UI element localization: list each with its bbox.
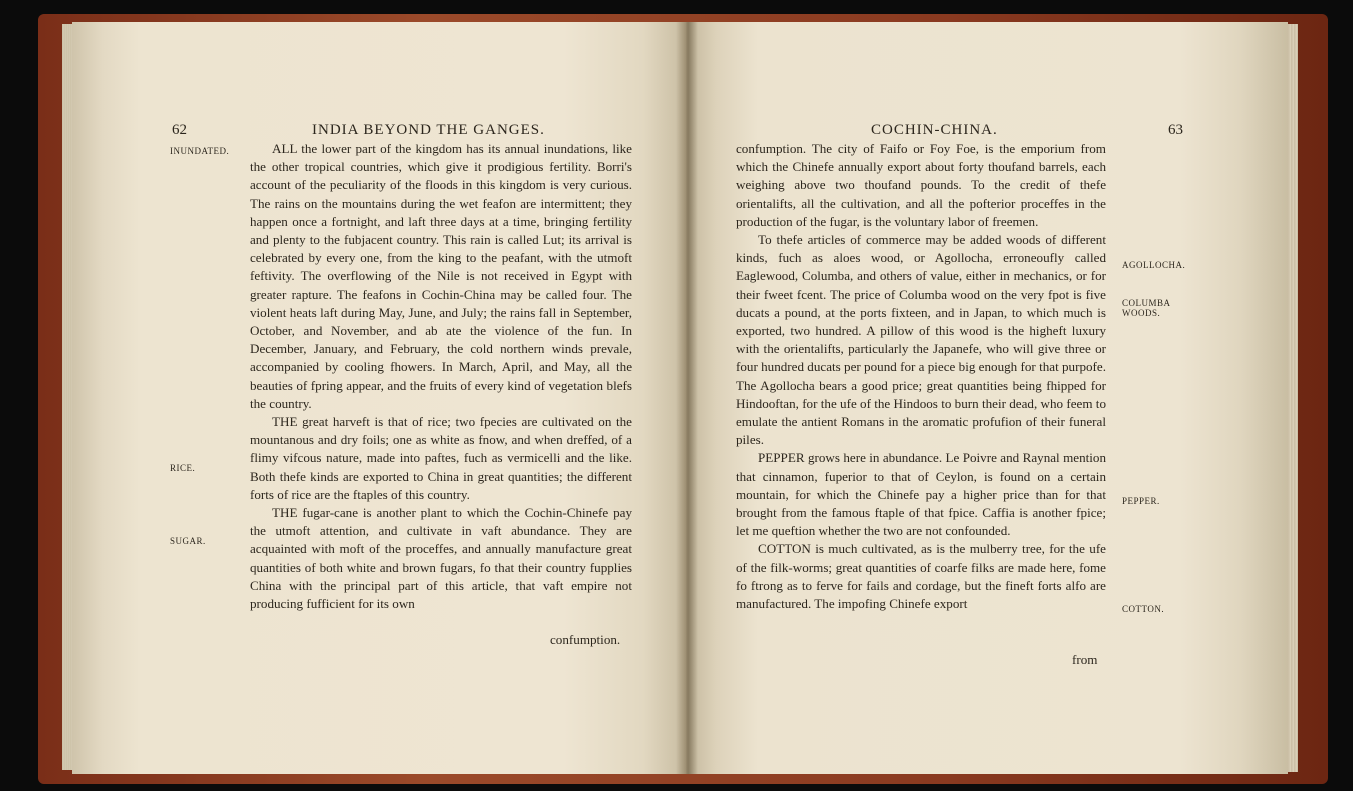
right-page [686,22,1288,774]
paragraph-sugar-continued: confumption. The city of Faifo or Foy Foe, is the emporium from which the Chinefe annually export about forty thoufand barrels, each weighing above two thoufand pounds. To the credit of thefe orientalifts, all the cultivation, and all the pofterior proceffes in the production of the fugar, is the voluntary labor of freemen. [736,141,1106,229]
paragraph-pepper: PEPPER grows here in abundance. Le Poivre and Raynal mention that cinnamon, fuperior to that of Ceylon, is found on a certain mountain, for which the Chinefe pay a higher price than for that brought from the famous ftaple of that fpice. Caffia is another fpice; let me queftion whether the two are not confounded. [736,450,1106,539]
sidenote-columba-woods: COLUMBA WOODS. [1122,298,1171,318]
left-page [72,22,686,774]
sidenote-cotton: COTTON. [1122,604,1165,614]
left-body-text [250,140,632,613]
left-running-header: INDIA BEYOND THE GANGES. [312,122,545,138]
paragraph-woods: To thefe articles of commerce may be added woods of different kinds, fuch as aloes wood, or Agollocha, erroneoufly called Eaglewood, Columba, and others of value, either in mechanics, or for their fweet fcent. The price of Columba wood on the very fpot is five ducats a pound, at the ports fixteen, and in Japan, to which much is exported, two hundred. A pillow of this wood is the higheft luxury with the orientalifts, particularly the Japanefe, who will give three or four hundred ducats per pound for a piece big enough for that purpofe. The Agollocha bears a good price; great quantities being fhipped for Hindooftan, for the ufe of the Hindoos to burn their dead, who feem to emulate the antient Romans in the aromatic profufion of their funeral piles. [736,232,1106,448]
book-gutter [676,22,698,774]
left-page-number: 62 [172,122,187,138]
paragraph-sugar: THE fugar-cane is another plant to which the Cochin-Chinefe pay the utmoft attention, and cultivate in vaft abundance. They are acquainted with moft of the proceffes, and annually manufacture great quantities of both white and brown fugars, fo that their country fupplies China with the principal part of this article, that vaft empire not producing fufficient for its own [250,505,632,612]
sidenote-agollocha: AGOLLOCHA. [1122,260,1186,270]
sidenote-inundated: INUNDATED. [170,146,230,156]
right-body-text [736,140,1106,613]
right-catchword: from [1072,652,1098,667]
paragraph-rice: THE great harveft is that of rice; two fpecies are cultivated on the mountanous and dry foils; one as white as fnow, and when dreffed, of a flimy vifcous nature, made into paftes, fuch as vermicelli and the like. Both thefe kinds are exported to China in great quantities; the different forts of rice are the ftaples of this country. [250,414,632,502]
paragraph-inundations: ALL the lower part of the kingdom has its annual inundations, like the other tropical countries, which give it prodigious fertility. Borri's account of the peculiarity of the floods in this kingdom is very curious. The rains on the mountains during the wet feafon are intermittent; they happen once a fortnight, and laft three days at a time, bringing fertility and plenty to the fubjacent country. This rain is called Lut; its arrival is celebrated by every one, from the king to the peafant, with the utmoft feftivity. The overflowing of the Nile is not received in Egypt with greater rapture. The feafons in Cochin-China may be called four. The violent heats laft during May, June, and July; the rains fall in September, October, and November, and ab ate the violence of the fun. In December, January, and February, the cold northern winds prevale, accompanied by cooling fhowers. In March, April, and May, all the beauties of fpring appear, and the fruits of every kind of vegetation blefs the country. [250,141,632,411]
paragraph-cotton: COTTON is much cultivated, as is the mulberry tree, for the ufe of the filk-worms; great quantities of coarfe filks are made here, fome fo ftrong as to ferve for fails and cordage, but the fineft forts alfo are manufactured. The impofing Chinefe export [736,541,1106,612]
sidenote-sugar: SUGAR. [170,536,206,546]
left-catchword: confumption. [550,632,621,647]
right-page-number: 63 [1168,122,1183,138]
sidenote-rice: RICE. [170,463,196,473]
sidenote-pepper: PEPPER. [1122,496,1160,506]
right-running-header: COCHIN-CHINA. [871,122,998,138]
